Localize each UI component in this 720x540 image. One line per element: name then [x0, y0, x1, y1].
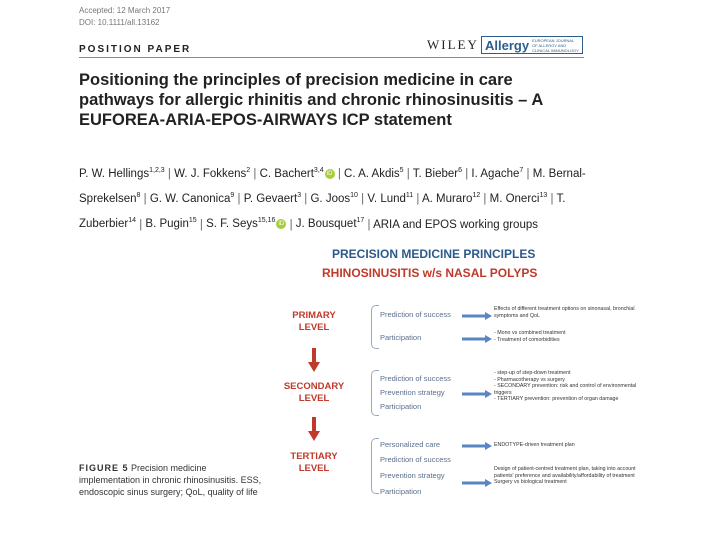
author-affiliation: 8 — [136, 192, 141, 200]
author-name-text: S. F. Seys — [206, 218, 258, 231]
author-name-text: B. Pugin — [145, 218, 189, 231]
bracket-secondary — [371, 370, 379, 416]
author-name-text: G. Joos — [310, 193, 351, 206]
principle-label: Participation — [380, 333, 422, 342]
down-arrow-icon — [308, 417, 320, 441]
author-affiliation: 9 — [230, 192, 235, 200]
author-affiliation: 10 — [350, 192, 358, 200]
principle-item — [380, 471, 445, 480]
author-separator: | — [462, 167, 472, 180]
author-separator: | — [547, 193, 557, 206]
author-separator: | — [301, 193, 311, 206]
author-separator: | — [140, 193, 150, 206]
author-name-text: I. Agache — [471, 167, 520, 180]
author-name-text: G. W. Canonica — [149, 193, 231, 206]
right-arrow-icon — [462, 390, 492, 398]
publisher-logo: WILEY — [427, 37, 479, 52]
effect-text: Design of patient-centred treatment plan, taking into account patients' preference and availability/affordability of treatment Surgery vs biological treatment — [494, 466, 636, 485]
author-name[interactable] — [373, 218, 538, 230]
principle-label: Prevention strategy — [380, 388, 445, 397]
author-name[interactable] — [79, 168, 165, 180]
author-name[interactable] — [260, 168, 335, 180]
orcid-icon[interactable]: iD — [276, 219, 286, 229]
author-name-text: T. Zuberbier — [79, 193, 566, 231]
figure-caption — [79, 462, 269, 498]
author-name-text: V. Lund — [367, 193, 406, 206]
author-separator: | — [403, 167, 413, 180]
section-label: POSITION PAPER — [79, 44, 192, 55]
author-affiliation: 5 — [399, 167, 404, 174]
author-name-text: W. J. Fokkens — [174, 167, 247, 180]
author-separator: | — [136, 218, 146, 231]
journal-logo — [481, 36, 583, 54]
principle-item — [380, 440, 440, 449]
diagram-title: PRECISION MEDICINE PRINCIPLES — [332, 247, 536, 261]
header-rule — [79, 57, 584, 58]
author-name-text: M. Onerci — [489, 193, 540, 206]
principle-label: Prediction of success — [380, 455, 451, 464]
author-name-text: A. Muraro — [421, 193, 473, 206]
author-name-text: P. W. Hellings — [79, 167, 150, 180]
principle-label: Prediction of success — [380, 374, 451, 383]
principle-label: Prevention strategy — [380, 471, 445, 480]
author-name-text: T. Bieber — [412, 167, 459, 180]
author-affiliation: 17 — [356, 217, 365, 225]
author-name-text: P. Gevaert — [243, 193, 298, 206]
author-name-text: ARIA and EPOS working groups — [373, 218, 538, 231]
principle-item — [380, 333, 421, 342]
doi-link[interactable]: DOI: 10.1111/all.13162 — [79, 18, 160, 27]
article-title: Positioning the principles of precision medicine in care pathways for allergic rhinitis and chronic rhinosinusitis – A EUFOREA-ARIA-EPOS-AIRWAYS ICP statement — [79, 71, 543, 129]
author-separator: | — [523, 167, 533, 180]
level-tertiary: TERTIARY LEVEL — [290, 451, 338, 474]
precision-medicine-diagram — [270, 242, 720, 540]
author-affiliation: 12 — [472, 192, 481, 200]
author-affiliation: 11 — [405, 192, 414, 200]
effect-text: ENDOTYPE-driven treatment plan — [494, 442, 575, 448]
author-name[interactable] — [413, 168, 462, 180]
author-name-text: C. A. Akdis — [344, 167, 400, 180]
principle-item — [380, 310, 451, 319]
principle-item — [380, 388, 445, 397]
author-name[interactable] — [174, 168, 250, 180]
author-separator: | — [234, 193, 244, 206]
principle-label: Personalized care — [380, 440, 441, 449]
author-separator: | — [196, 218, 207, 231]
principle-label: Prediction of success — [380, 310, 451, 319]
orcid-icon[interactable]: iD — [325, 169, 335, 179]
principle-item — [380, 455, 451, 464]
author-name[interactable] — [422, 193, 480, 205]
right-arrow-icon — [462, 335, 492, 343]
level-secondary: SECONDARY LEVEL — [283, 381, 345, 404]
effect-text: - Mono vs combined treatment - Treatment of comorbidities — [494, 330, 566, 343]
author-affiliation: 6 — [458, 167, 463, 174]
author-separator: | — [480, 193, 490, 206]
author-affiliation: 15 — [188, 217, 197, 225]
right-arrow-icon — [462, 442, 492, 450]
principle-item — [380, 402, 421, 411]
author-name-text: C. Bachert — [259, 167, 314, 180]
author-name[interactable] — [206, 218, 286, 230]
principle-label: Participation — [380, 487, 422, 496]
author-name[interactable] — [310, 193, 357, 205]
author-name-text: M. Bernal-Sprekelsen — [79, 167, 586, 206]
author-name[interactable] — [296, 218, 365, 230]
author-affiliation: 3,4 — [313, 167, 324, 174]
effect-text: Effects of different treatment options on sinonasal, bronchial symptoms and QoL — [494, 306, 635, 319]
author-separator: | — [250, 167, 260, 180]
author-affiliation: 15,16 — [257, 217, 276, 225]
author-affiliation: 3 — [297, 192, 302, 200]
author-affiliation: 7 — [519, 167, 524, 174]
figure-caption-text: Precision medicine implementation in chronic rhinosinusitis. ESS, endoscopic sinus surgery; QoL, quality of life — [79, 463, 262, 497]
author-name[interactable] — [344, 168, 404, 180]
diagram-subtitle: RHINOSINUSITIS w/s NASAL POLYPS — [322, 266, 538, 280]
effect-text: - step-up of step-down treatment - Pharmacotherapy vs surgery - SECONDARY prevention: risk and control of environmental triggers - TERTIARY prevention: prevention of organ damage — [494, 370, 637, 402]
article-meta — [79, 5, 170, 29]
author-separator: | — [286, 218, 296, 231]
author-name[interactable] — [490, 193, 548, 205]
right-arrow-icon — [462, 479, 492, 487]
figure-label: FIGURE 5 — [79, 463, 129, 473]
journal-subtitle: EUROPEAN JOURNAL OF ALLERGY AND CLINICAL IMMUNOLOGY — [532, 37, 579, 53]
author-name[interactable] — [150, 193, 234, 205]
author-affiliation: 2 — [246, 167, 251, 174]
author-affiliation: 14 — [128, 217, 137, 225]
principle-item — [380, 487, 421, 496]
level-primary: PRIMARY LEVEL — [292, 310, 336, 333]
author-separator: | — [357, 193, 368, 206]
author-separator: | — [334, 167, 345, 180]
author-affiliation: 13 — [539, 192, 548, 200]
principle-item — [380, 374, 451, 383]
author-separator: | — [164, 167, 175, 180]
author-separator: | — [364, 218, 374, 231]
author-list — [79, 160, 599, 236]
accepted-date: Accepted: 12 March 2017 — [79, 6, 171, 15]
principle-label: Participation — [380, 402, 422, 411]
author-name[interactable] — [471, 168, 523, 180]
author-name[interactable] — [367, 193, 413, 205]
bracket-primary — [371, 305, 379, 349]
journal-name: Allergy — [485, 37, 530, 53]
down-arrow-icon — [308, 348, 320, 372]
author-name[interactable] — [145, 218, 196, 230]
author-separator: | — [413, 193, 422, 206]
author-name[interactable] — [244, 193, 301, 205]
author-affiliation: 1,2,3 — [149, 167, 165, 174]
author-name-text: J. Bousquet — [295, 218, 357, 231]
right-arrow-icon — [462, 312, 492, 320]
bracket-tertiary — [371, 438, 379, 494]
